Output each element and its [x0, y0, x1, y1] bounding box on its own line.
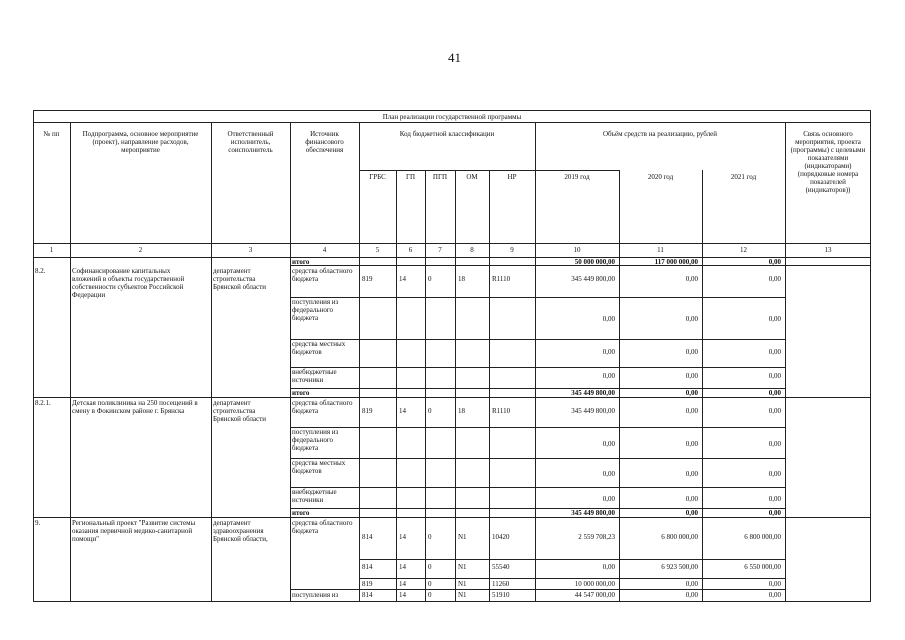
header-responsible: Ответственный [227, 130, 274, 138]
code-gp: 14 [399, 580, 406, 588]
header-link: показателями [807, 154, 849, 162]
funding-source: бюджетов [292, 348, 322, 356]
header-budget-code: Код бюджетной классификации [399, 130, 495, 138]
activity-name: Региональный проект "Развитие системы [72, 519, 196, 527]
amount-2019: 0,00 [602, 495, 615, 503]
code-nr: 11260 [492, 580, 510, 588]
total-label: итого [292, 509, 310, 517]
funding-source: федерального [292, 436, 334, 444]
header-subprogram: (проект), направление расходов, [92, 138, 189, 146]
header-link: Связь основного [803, 130, 853, 138]
amount-2020: 0,00 [685, 440, 698, 448]
activity-name: собственности субъектов Российской [72, 283, 184, 291]
column-number: 4 [322, 246, 327, 254]
row-line [290, 589, 785, 590]
funding-source: средства местных [292, 340, 346, 348]
amount-2021: 0,00 [768, 407, 781, 415]
header-link: (программы) с целевыми [790, 146, 866, 154]
code-nr: R1110 [492, 275, 511, 283]
header-num: № пп [43, 130, 60, 138]
amount-2021: 0,00 [768, 389, 781, 397]
code-grbs: 814 [362, 533, 373, 541]
column-line [211, 122, 212, 602]
amount-2021: 0,00 [768, 470, 781, 478]
amount-2021: 6 800 000,00 [744, 533, 781, 541]
column-number: 8 [470, 246, 474, 254]
amount-2021: 0,00 [768, 509, 781, 517]
funding-source: внебюджетные [292, 368, 337, 376]
amount-2020: 0,00 [685, 275, 698, 283]
funding-source: источники [292, 496, 324, 504]
code-pgp: 0 [428, 563, 432, 571]
column-line [70, 122, 71, 602]
column-number: 9 [510, 246, 514, 254]
header-gp: ГП [405, 173, 416, 181]
header-bottom-line [33, 243, 871, 244]
funding-source: бюджетов [292, 467, 322, 475]
row-number: 9. [35, 519, 41, 527]
column-line [455, 170, 456, 602]
code-gp: 14 [399, 407, 406, 415]
amount-2019: 0,00 [602, 440, 615, 448]
amount-2019: 0,00 [602, 372, 615, 380]
amount-2021: 0,00 [768, 372, 781, 380]
code-nr: 55540 [492, 563, 510, 571]
responsible: Брянской области, [213, 535, 268, 543]
row-line [290, 367, 785, 368]
code-gp: 14 [399, 563, 406, 571]
header-link: (порядковые номера [797, 170, 859, 178]
title-line [33, 122, 871, 123]
amount-2020: 0,00 [685, 407, 698, 415]
funding-source: источники [292, 376, 324, 384]
funding-source: средства областного [292, 399, 353, 407]
header-nr: НР [507, 173, 517, 181]
amount-2020: 0,00 [685, 470, 698, 478]
amount-2020: 0,00 [685, 509, 698, 517]
column-number: 12 [740, 246, 747, 254]
code-nr: 10420 [492, 533, 510, 541]
header-source: Источник [310, 130, 339, 138]
amount-2019: 50 000 000,00 [574, 258, 615, 266]
header-volume: Объём средств на реализацию, рублей [602, 130, 718, 138]
code-pgp: 0 [428, 407, 432, 415]
activity-name: Софинансирование капитальных [72, 267, 171, 275]
amount-2019: 345 449 800,00 [571, 389, 615, 397]
header-link: показателей [810, 178, 846, 186]
code-pgp: 0 [428, 533, 432, 541]
funding-source: внебюджетные [292, 488, 337, 496]
responsible: департамент [213, 399, 251, 407]
column-number: 7 [438, 246, 442, 254]
funding-source: поступления из [292, 591, 339, 599]
amount-2020: 0,00 [685, 372, 698, 380]
column-line [396, 170, 397, 602]
column-line [535, 122, 536, 602]
activity-name: оказания первичной медико-санитарной [72, 527, 193, 535]
amount-2019: 0,00 [602, 563, 615, 571]
funding-source: бюджета [292, 314, 319, 322]
header-link: (индикаторов)) [805, 186, 851, 194]
header-subprogram: мероприятие [121, 146, 160, 154]
column-number: 5 [375, 246, 380, 254]
amount-2021: 0,00 [768, 258, 781, 266]
funding-source: федерального [292, 306, 334, 314]
amount-2020: 0,00 [685, 580, 698, 588]
header-responsible: соисполнитель [228, 146, 273, 154]
header-2021: 2021 год [730, 173, 757, 181]
code-grbs: 814 [362, 591, 373, 599]
amount-2019: 44 547 000,00 [574, 591, 615, 599]
code-gp: 14 [399, 533, 406, 541]
amount-2021: 0,00 [768, 348, 781, 356]
code-nr: 51910 [492, 591, 510, 599]
column-number: 11 [657, 246, 664, 254]
amount-2019: 0,00 [602, 348, 615, 356]
header-om: ОМ [466, 173, 478, 181]
funding-source: средства областного [292, 519, 353, 527]
header-2019: 2019 год [564, 173, 590, 181]
funding-source: бюджета [292, 407, 319, 415]
code-pgp: 0 [428, 580, 432, 588]
code-grbs: 819 [362, 407, 373, 415]
funding-source: средства местных [292, 459, 346, 467]
header-grbs: ГРБС [369, 173, 386, 181]
table-title: План реализации государственной программы [382, 113, 522, 121]
amount-2019: 10 000 000,00 [574, 580, 615, 588]
header-source: обеспечения [305, 146, 344, 154]
column-number: 10 [573, 246, 581, 254]
header-link: (индикаторами) [804, 162, 852, 170]
row-line [359, 559, 785, 560]
code-grbs: 814 [362, 563, 373, 571]
amount-2020: 6 800 000,00 [661, 533, 698, 541]
amount-2020: 0,00 [685, 591, 698, 599]
amount-2019: 345 449 800,00 [571, 275, 615, 283]
amount-2019: 0,00 [602, 315, 615, 323]
code-pgp: 0 [428, 591, 432, 599]
row-number: 8.2.1. [35, 399, 51, 407]
amount-2021: 0,00 [768, 275, 781, 283]
activity-name: помощи" [72, 535, 100, 543]
amount-2019: 345 449 800,00 [571, 407, 615, 415]
amount-2021: 0,00 [768, 440, 781, 448]
responsible: Брянской области [213, 415, 267, 423]
code-om: N1 [458, 563, 467, 571]
code-om: N1 [458, 591, 467, 599]
responsible: департамент [213, 519, 251, 527]
activity-name: смену в Фокинском районе г. Брянска [72, 407, 185, 415]
amount-2020: 0,00 [685, 389, 698, 397]
column-number: 6 [408, 246, 413, 254]
column-line [489, 170, 490, 602]
header-2020: 2020 год [647, 173, 674, 181]
responsible: Брянской области [213, 283, 267, 291]
code-om: 18 [458, 275, 465, 283]
code-om: 18 [458, 407, 465, 415]
amount-2021: 0,00 [768, 591, 781, 599]
column-number: 2 [138, 246, 143, 254]
funding-source: бюджета [292, 444, 319, 452]
amount-2019: 0,00 [602, 470, 615, 478]
activity-name: вложений в объекты государственной [72, 275, 185, 283]
column-line [359, 122, 360, 602]
row-line [290, 339, 785, 340]
code-gp: 14 [399, 275, 406, 283]
header-pgp: ПГП [432, 173, 448, 181]
code-grbs: 819 [362, 275, 373, 283]
amount-2021: 0,00 [768, 495, 781, 503]
code-gp: 14 [399, 591, 406, 599]
funding-source: бюджета [292, 527, 319, 535]
responsible: строительства [213, 407, 256, 415]
amount-2020: 0,00 [685, 348, 698, 356]
column-line [425, 170, 426, 602]
amount-2021: 0,00 [768, 580, 781, 588]
funding-source: бюджета [292, 275, 319, 283]
column-number: 1 [49, 246, 54, 254]
code-om: N1 [458, 533, 467, 541]
amount-2019: 345 449 800,00 [571, 509, 615, 517]
amount-2019: 2 559 708,23 [578, 533, 615, 541]
page-number: 41 [448, 50, 461, 65]
funding-source: поступления из [292, 428, 339, 436]
row-line [359, 578, 785, 579]
amount-2021: 6 550 000,00 [744, 563, 781, 571]
responsible: строительства [213, 275, 256, 283]
total-label: итого [292, 258, 310, 266]
responsible: департамент [213, 267, 251, 275]
code-pgp: 0 [428, 275, 432, 283]
column-number: 3 [248, 246, 253, 254]
activity-name: Федерации [72, 291, 106, 299]
funding-source: средства областного [292, 267, 353, 275]
row-line [290, 297, 785, 298]
responsible: здравоохранения [213, 527, 264, 535]
column-line [290, 122, 291, 602]
header-link: мероприятия, проекта [795, 138, 861, 146]
code-grbs: 819 [362, 580, 373, 588]
amount-2020: 0,00 [685, 495, 698, 503]
amount-2020: 6 923 500,00 [661, 563, 698, 571]
code-om: N1 [458, 580, 467, 588]
row-number: 8.2. [35, 267, 46, 275]
funding-source: поступления из [292, 298, 339, 306]
header-subprogram: Подпрограмма, основное мероприятие [82, 130, 199, 138]
header-responsible: исполнитель, [230, 138, 271, 146]
code-nr: R1110 [492, 407, 511, 415]
column-number: 13 [824, 246, 832, 254]
total-label: итого [292, 389, 310, 397]
amount-2020: 0,00 [685, 315, 698, 323]
row-line [290, 427, 785, 428]
row-line [290, 458, 785, 459]
row-line [290, 487, 785, 488]
activity-name: Детская поликлиника на 250 посещений в [72, 399, 198, 407]
amount-2020: 117 000 000,00 [654, 258, 698, 266]
amount-2021: 0,00 [768, 315, 781, 323]
header-source: финансового [305, 138, 344, 146]
